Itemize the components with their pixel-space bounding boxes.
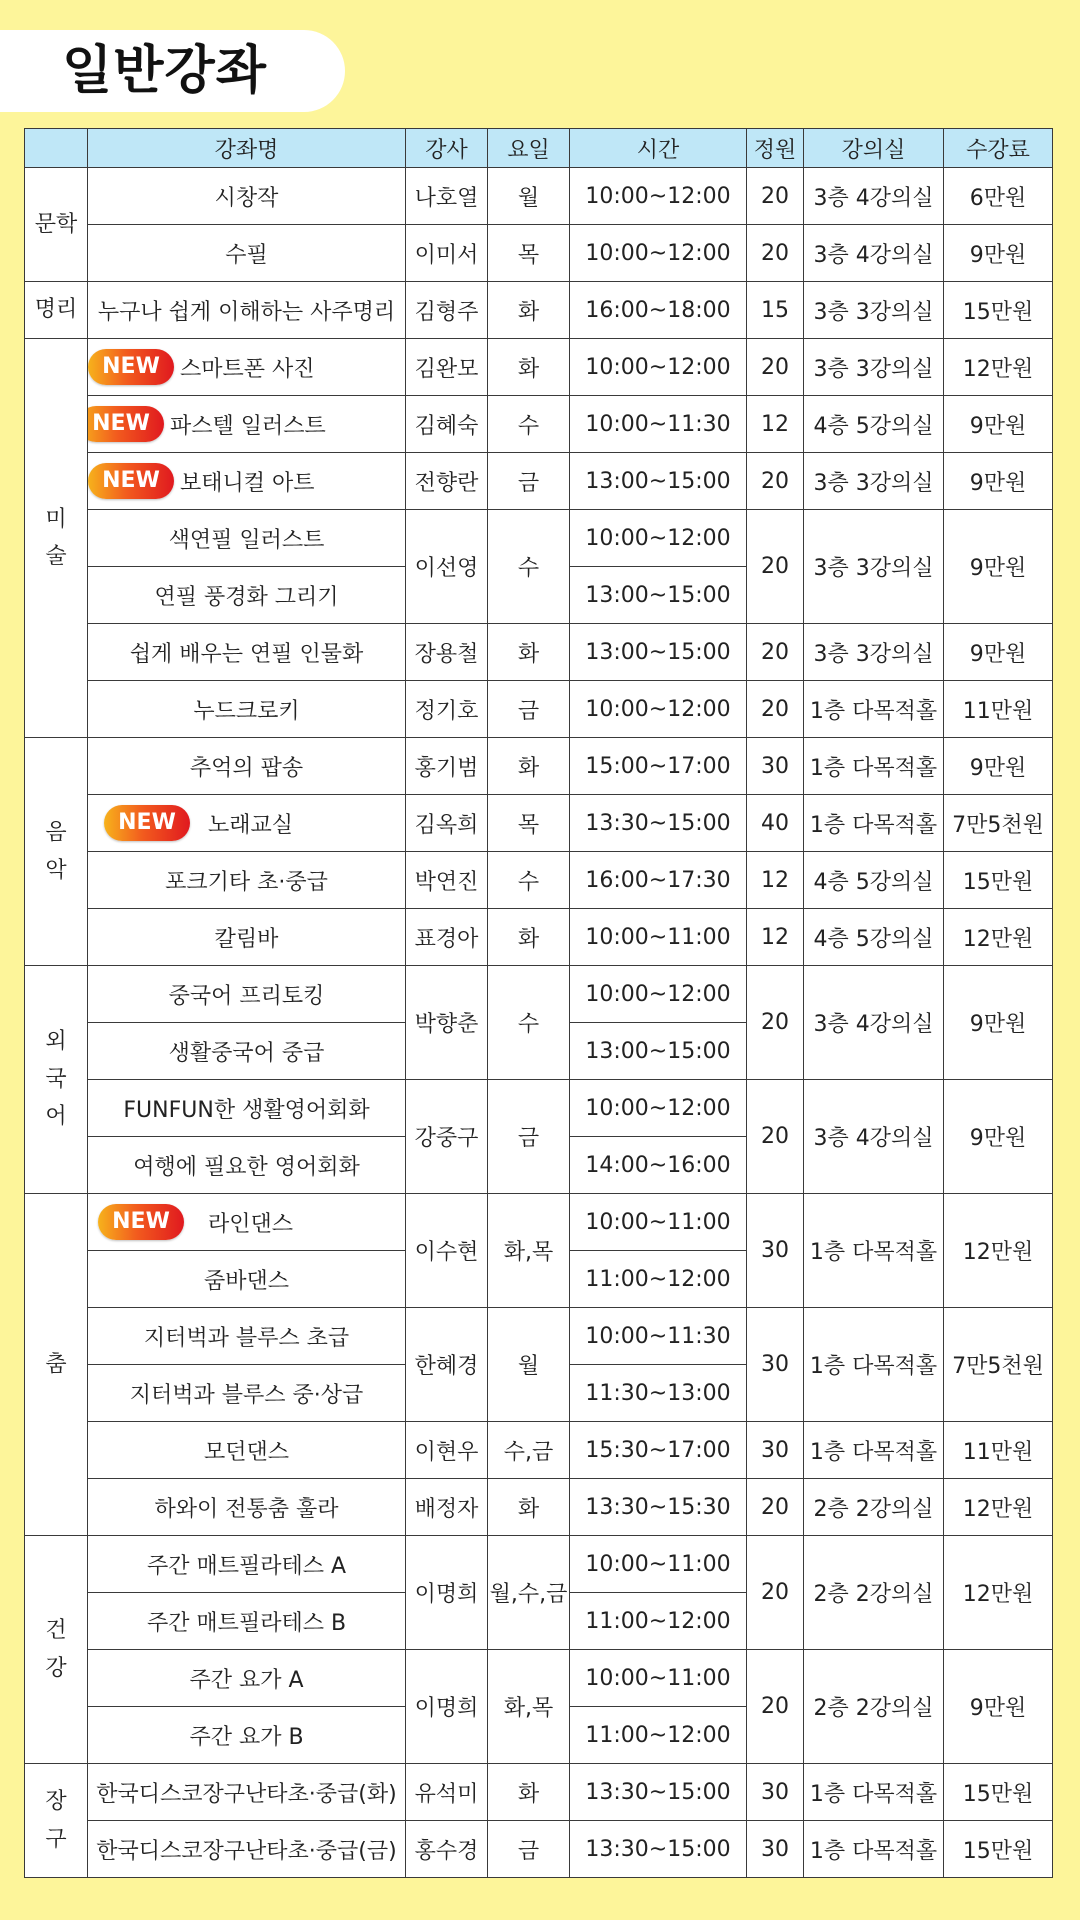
course-name: 파스텔 일러스트 — [170, 413, 326, 439]
day-cell: 화 — [488, 738, 570, 795]
category-cell: 건 강 — [25, 1536, 88, 1764]
table-row — [25, 1479, 1053, 1536]
header-category — [25, 129, 88, 168]
fee-cell: 9만원 — [944, 1650, 1053, 1764]
category-cell: 장 구 — [25, 1764, 88, 1878]
course-name: 라인댄스 — [208, 1211, 294, 1237]
course-name: 줌바댄스 — [203, 1268, 289, 1294]
capacity-cell: 30 — [747, 1194, 804, 1308]
fee-cell: 9만원 — [944, 738, 1053, 795]
capacity-cell: 20 — [747, 966, 804, 1080]
time-cell: 10:00~11:00 — [570, 1536, 747, 1593]
table-row — [25, 1422, 1053, 1479]
header-course-name: 강좌명 — [88, 129, 406, 168]
fee-cell: 12만원 — [944, 339, 1053, 396]
teacher-cell: 표경아 — [406, 909, 488, 966]
course-name: 쉽게 배우는 연필 인물화 — [129, 641, 364, 667]
course-name-cell — [88, 1707, 406, 1764]
capacity-cell: 12 — [747, 852, 804, 909]
fee-cell: 15만원 — [944, 1764, 1053, 1821]
capacity-cell: 20 — [747, 681, 804, 738]
course-name-cell — [88, 396, 406, 453]
table-row — [25, 1308, 1053, 1365]
course-name-cell — [88, 852, 406, 909]
room-cell: 1층 다목적홀 — [804, 681, 944, 738]
fee-cell: 11만원 — [944, 1422, 1053, 1479]
course-name: 포크기타 초·중급 — [165, 869, 328, 895]
time-cell: 10:00~12:00 — [570, 225, 747, 282]
time-cell: 15:00~17:00 — [570, 738, 747, 795]
course-name-cell — [88, 738, 406, 795]
table-row — [25, 168, 1053, 225]
fee-cell: 15만원 — [944, 1821, 1053, 1878]
day-cell: 금 — [488, 681, 570, 738]
table-body — [25, 168, 1053, 1878]
room-cell: 3층 4강의실 — [804, 225, 944, 282]
course-name-cell — [88, 1764, 406, 1821]
time-cell: 10:00~11:00 — [570, 909, 747, 966]
capacity-cell: 20 — [747, 168, 804, 225]
fee-cell: 12만원 — [944, 1536, 1053, 1650]
header-capacity: 정원 — [747, 129, 804, 168]
course-name-cell — [88, 282, 406, 339]
room-cell: 1층 다목적홀 — [804, 1764, 944, 1821]
capacity-cell: 30 — [747, 1821, 804, 1878]
course-name: 모던댄스 — [203, 1439, 289, 1465]
day-cell: 화 — [488, 339, 570, 396]
capacity-cell: 30 — [747, 1308, 804, 1422]
course-name-cell — [88, 909, 406, 966]
course-name-cell — [88, 339, 406, 396]
time-cell: 10:00~12:00 — [570, 510, 747, 567]
fee-cell: 11만원 — [944, 681, 1053, 738]
day-cell: 월 — [488, 168, 570, 225]
page-title: 일반강좌 — [62, 41, 267, 101]
time-cell: 10:00~12:00 — [570, 1080, 747, 1137]
course-name: FUNFUN한 생활영어회화 — [123, 1097, 370, 1123]
day-cell: 목 — [488, 795, 570, 852]
teacher-cell: 정기호 — [406, 681, 488, 738]
capacity-cell: 12 — [747, 909, 804, 966]
category-cell: 음 악 — [25, 738, 88, 966]
time-cell: 11:00~12:00 — [570, 1251, 747, 1308]
course-name-cell — [88, 1137, 406, 1194]
day-cell: 수,금 — [488, 1422, 570, 1479]
time-cell: 10:00~11:30 — [570, 1308, 747, 1365]
time-cell: 10:00~12:00 — [570, 168, 747, 225]
table-header — [25, 129, 1053, 168]
room-cell: 2층 2강의실 — [804, 1536, 944, 1650]
room-cell: 1층 다목적홀 — [804, 795, 944, 852]
time-cell: 16:00~18:00 — [570, 282, 747, 339]
day-cell: 금 — [488, 1080, 570, 1194]
day-cell: 화,목 — [488, 1650, 570, 1764]
room-cell: 4층 5강의실 — [804, 396, 944, 453]
course-name-cell — [88, 1593, 406, 1650]
course-name: 보태니컬 아트 — [180, 470, 315, 496]
time-cell: 10:00~12:00 — [570, 681, 747, 738]
time-cell: 13:30~15:30 — [570, 1479, 747, 1536]
time-cell: 16:00~17:30 — [570, 852, 747, 909]
room-cell: 4층 5강의실 — [804, 852, 944, 909]
fee-cell: 9만원 — [944, 966, 1053, 1080]
day-cell: 금 — [488, 1821, 570, 1878]
course-name: 추억의 팝송 — [189, 755, 304, 781]
header-time: 시간 — [570, 129, 747, 168]
teacher-cell: 전향란 — [406, 453, 488, 510]
teacher-cell: 박향춘 — [406, 966, 488, 1080]
course-name-cell — [88, 1650, 406, 1707]
fee-cell: 12만원 — [944, 1479, 1053, 1536]
course-name: 주간 매트필라테스 B — [146, 1610, 347, 1636]
day-cell: 수 — [488, 852, 570, 909]
course-name-cell — [88, 1479, 406, 1536]
day-cell: 월,수,금 — [488, 1536, 570, 1650]
room-cell: 3층 3강의실 — [804, 282, 944, 339]
capacity-cell: 30 — [747, 738, 804, 795]
course-name: 여행에 필요한 영어회화 — [133, 1154, 360, 1180]
time-cell: 10:00~11:00 — [570, 1194, 747, 1251]
day-cell: 화,목 — [488, 1194, 570, 1308]
course-name: 하와이 전통춤 훌라 — [154, 1496, 339, 1522]
time-cell: 13:00~15:00 — [570, 1023, 747, 1080]
room-cell: 3층 3강의실 — [804, 624, 944, 681]
room-cell: 3층 3강의실 — [804, 510, 944, 624]
teacher-cell: 김옥희 — [406, 795, 488, 852]
time-cell: 14:00~16:00 — [570, 1137, 747, 1194]
fee-cell: 6만원 — [944, 168, 1053, 225]
new-badge: NEW — [98, 1204, 184, 1240]
course-name: 주간 요가 A — [189, 1667, 304, 1693]
room-cell: 3층 4강의실 — [804, 966, 944, 1080]
course-name-cell — [88, 1308, 406, 1365]
capacity-cell: 20 — [747, 453, 804, 510]
header-day: 요일 — [488, 129, 570, 168]
day-cell: 화 — [488, 282, 570, 339]
course-name: 지터벅과 블루스 중·상급 — [129, 1382, 364, 1408]
course-name-cell — [88, 1365, 406, 1422]
time-cell: 10:00~12:00 — [570, 966, 747, 1023]
day-cell: 월 — [488, 1308, 570, 1422]
day-cell: 화 — [488, 1764, 570, 1821]
time-cell: 13:00~15:00 — [570, 453, 747, 510]
room-cell: 2층 2강의실 — [804, 1479, 944, 1536]
new-badge: NEW — [104, 805, 190, 841]
category-cell: 명리 — [25, 282, 88, 339]
table-row — [25, 738, 1053, 795]
header-room: 강의실 — [804, 129, 944, 168]
time-cell: 10:00~11:30 — [570, 396, 747, 453]
teacher-cell: 이미서 — [406, 225, 488, 282]
table-row — [25, 852, 1053, 909]
room-cell: 1층 다목적홀 — [804, 1308, 944, 1422]
course-name: 시창작 — [214, 185, 279, 211]
table-row — [25, 396, 1053, 453]
teacher-cell: 이명희 — [406, 1536, 488, 1650]
teacher-cell: 한혜경 — [406, 1308, 488, 1422]
day-cell: 금 — [488, 453, 570, 510]
table-row — [25, 624, 1053, 681]
fee-cell: 12만원 — [944, 1194, 1053, 1308]
day-cell: 화 — [488, 909, 570, 966]
teacher-cell: 배정자 — [406, 1479, 488, 1536]
course-name-cell — [88, 1821, 406, 1878]
time-cell: 13:30~15:00 — [570, 1764, 747, 1821]
time-cell: 13:00~15:00 — [570, 567, 747, 624]
room-cell: 3층 4강의실 — [804, 1080, 944, 1194]
table-row — [25, 1650, 1053, 1707]
fee-cell: 9만원 — [944, 624, 1053, 681]
capacity-cell: 20 — [747, 1650, 804, 1764]
course-name-cell — [88, 567, 406, 624]
room-cell: 3층 3강의실 — [804, 339, 944, 396]
course-name-cell — [88, 1422, 406, 1479]
capacity-cell: 20 — [747, 1479, 804, 1536]
day-cell: 수 — [488, 966, 570, 1080]
course-name: 누드크로키 — [193, 698, 300, 724]
course-name: 노래교실 — [208, 812, 294, 838]
day-cell: 목 — [488, 225, 570, 282]
fee-cell: 15만원 — [944, 282, 1053, 339]
capacity-cell: 20 — [747, 1080, 804, 1194]
teacher-cell: 이명희 — [406, 1650, 488, 1764]
fee-cell: 9만원 — [944, 510, 1053, 624]
day-cell: 화 — [488, 1479, 570, 1536]
course-name-cell — [88, 1251, 406, 1308]
course-name: 주간 매트필라테스 A — [146, 1553, 347, 1579]
capacity-cell: 20 — [747, 510, 804, 624]
capacity-cell: 20 — [747, 624, 804, 681]
course-name-cell — [88, 1194, 406, 1251]
teacher-cell: 박연진 — [406, 852, 488, 909]
room-cell: 1층 다목적홀 — [804, 1821, 944, 1878]
new-badge: NEW — [88, 349, 174, 385]
room-cell: 3층 4강의실 — [804, 168, 944, 225]
capacity-cell: 30 — [747, 1422, 804, 1479]
teacher-cell: 장용철 — [406, 624, 488, 681]
time-cell: 13:30~15:00 — [570, 795, 747, 852]
capacity-cell: 30 — [747, 1764, 804, 1821]
capacity-cell: 20 — [747, 339, 804, 396]
course-name: 한국디스코장구난타초·중급(화) — [96, 1781, 397, 1807]
teacher-cell: 홍수경 — [406, 1821, 488, 1878]
time-cell: 15:30~17:00 — [570, 1422, 747, 1479]
table-row — [25, 225, 1053, 282]
teacher-cell: 이현우 — [406, 1422, 488, 1479]
course-name-cell — [88, 1536, 406, 1593]
category-cell: 문학 — [25, 168, 88, 282]
course-name-cell — [88, 510, 406, 567]
course-name: 한국디스코장구난타초·중급(금) — [96, 1838, 397, 1864]
time-cell: 10:00~12:00 — [570, 339, 747, 396]
table-row — [25, 681, 1053, 738]
table-row — [25, 909, 1053, 966]
course-name: 중국어 프리토킹 — [168, 983, 325, 1009]
course-name-cell — [88, 1023, 406, 1080]
course-name-cell — [88, 168, 406, 225]
teacher-cell: 김완모 — [406, 339, 488, 396]
day-cell: 수 — [488, 510, 570, 624]
teacher-cell: 나호열 — [406, 168, 488, 225]
course-name: 수필 — [225, 242, 268, 268]
room-cell: 1층 다목적홀 — [804, 1422, 944, 1479]
table-row — [25, 282, 1053, 339]
time-cell: 13:00~15:00 — [570, 624, 747, 681]
header-teacher: 강사 — [406, 129, 488, 168]
fee-cell: 15만원 — [944, 852, 1053, 909]
table-row — [25, 453, 1053, 510]
course-name-cell — [88, 1080, 406, 1137]
table-row — [25, 339, 1053, 396]
category-cell: 외 국 어 — [25, 966, 88, 1194]
teacher-cell: 강중구 — [406, 1080, 488, 1194]
fee-cell: 12만원 — [944, 909, 1053, 966]
room-cell: 3층 3강의실 — [804, 453, 944, 510]
course-name: 스마트폰 사진 — [180, 356, 315, 382]
course-name: 생활중국어 중급 — [168, 1040, 325, 1066]
time-cell: 11:30~13:00 — [570, 1365, 747, 1422]
table-row — [25, 1764, 1053, 1821]
fee-cell: 7만5천원 — [944, 1308, 1053, 1422]
day-cell: 수 — [488, 396, 570, 453]
room-cell: 2층 2강의실 — [804, 1650, 944, 1764]
header-fee: 수강료 — [944, 129, 1053, 168]
new-badge: NEW — [88, 463, 174, 499]
table-row — [25, 1194, 1053, 1251]
course-name-cell — [88, 681, 406, 738]
header-row — [25, 129, 1053, 168]
teacher-cell: 이수현 — [406, 1194, 488, 1308]
course-name: 지터벅과 블루스 초급 — [143, 1325, 350, 1351]
day-cell: 화 — [488, 624, 570, 681]
new-badge: NEW — [88, 406, 165, 442]
category-cell: 미 술 — [25, 339, 88, 738]
room-cell: 4층 5강의실 — [804, 909, 944, 966]
course-name-cell — [88, 795, 406, 852]
room-cell: 1층 다목적홀 — [804, 1194, 944, 1308]
table-row — [25, 1536, 1053, 1593]
room-cell: 1층 다목적홀 — [804, 738, 944, 795]
course-name: 연필 풍경화 그리기 — [154, 584, 339, 610]
course-name-cell — [88, 966, 406, 1023]
fee-cell: 9만원 — [944, 396, 1053, 453]
title-banner — [0, 30, 345, 112]
time-cell: 11:00~12:00 — [570, 1593, 747, 1650]
teacher-cell: 유석미 — [406, 1764, 488, 1821]
fee-cell: 9만원 — [944, 1080, 1053, 1194]
time-cell: 13:30~15:00 — [570, 1821, 747, 1878]
course-name: 누구나 쉽게 이해하는 사주명리 — [97, 299, 396, 325]
course-name: 색연필 일러스트 — [168, 527, 325, 553]
fee-cell: 7만5천원 — [944, 795, 1053, 852]
time-cell: 10:00~11:00 — [570, 1650, 747, 1707]
table-row — [25, 1821, 1053, 1878]
table-row — [25, 966, 1053, 1023]
capacity-cell: 20 — [747, 225, 804, 282]
time-cell: 11:00~12:00 — [570, 1707, 747, 1764]
teacher-cell: 김혜숙 — [406, 396, 488, 453]
teacher-cell: 이선영 — [406, 510, 488, 624]
table-row — [25, 1080, 1053, 1137]
capacity-cell: 20 — [747, 1536, 804, 1650]
teacher-cell: 홍기범 — [406, 738, 488, 795]
course-name-cell — [88, 225, 406, 282]
category-cell: 춤 — [25, 1194, 88, 1536]
capacity-cell: 12 — [747, 396, 804, 453]
course-table — [24, 128, 1053, 1878]
fee-cell: 9만원 — [944, 453, 1053, 510]
course-name-cell — [88, 624, 406, 681]
capacity-cell: 15 — [747, 282, 804, 339]
table-row — [25, 510, 1053, 567]
capacity-cell: 40 — [747, 795, 804, 852]
course-name: 칼림바 — [214, 926, 279, 952]
teacher-cell: 김형주 — [406, 282, 488, 339]
course-name: 주간 요가 B — [189, 1724, 304, 1750]
table-row — [25, 795, 1053, 852]
fee-cell: 9만원 — [944, 225, 1053, 282]
course-name-cell — [88, 453, 406, 510]
